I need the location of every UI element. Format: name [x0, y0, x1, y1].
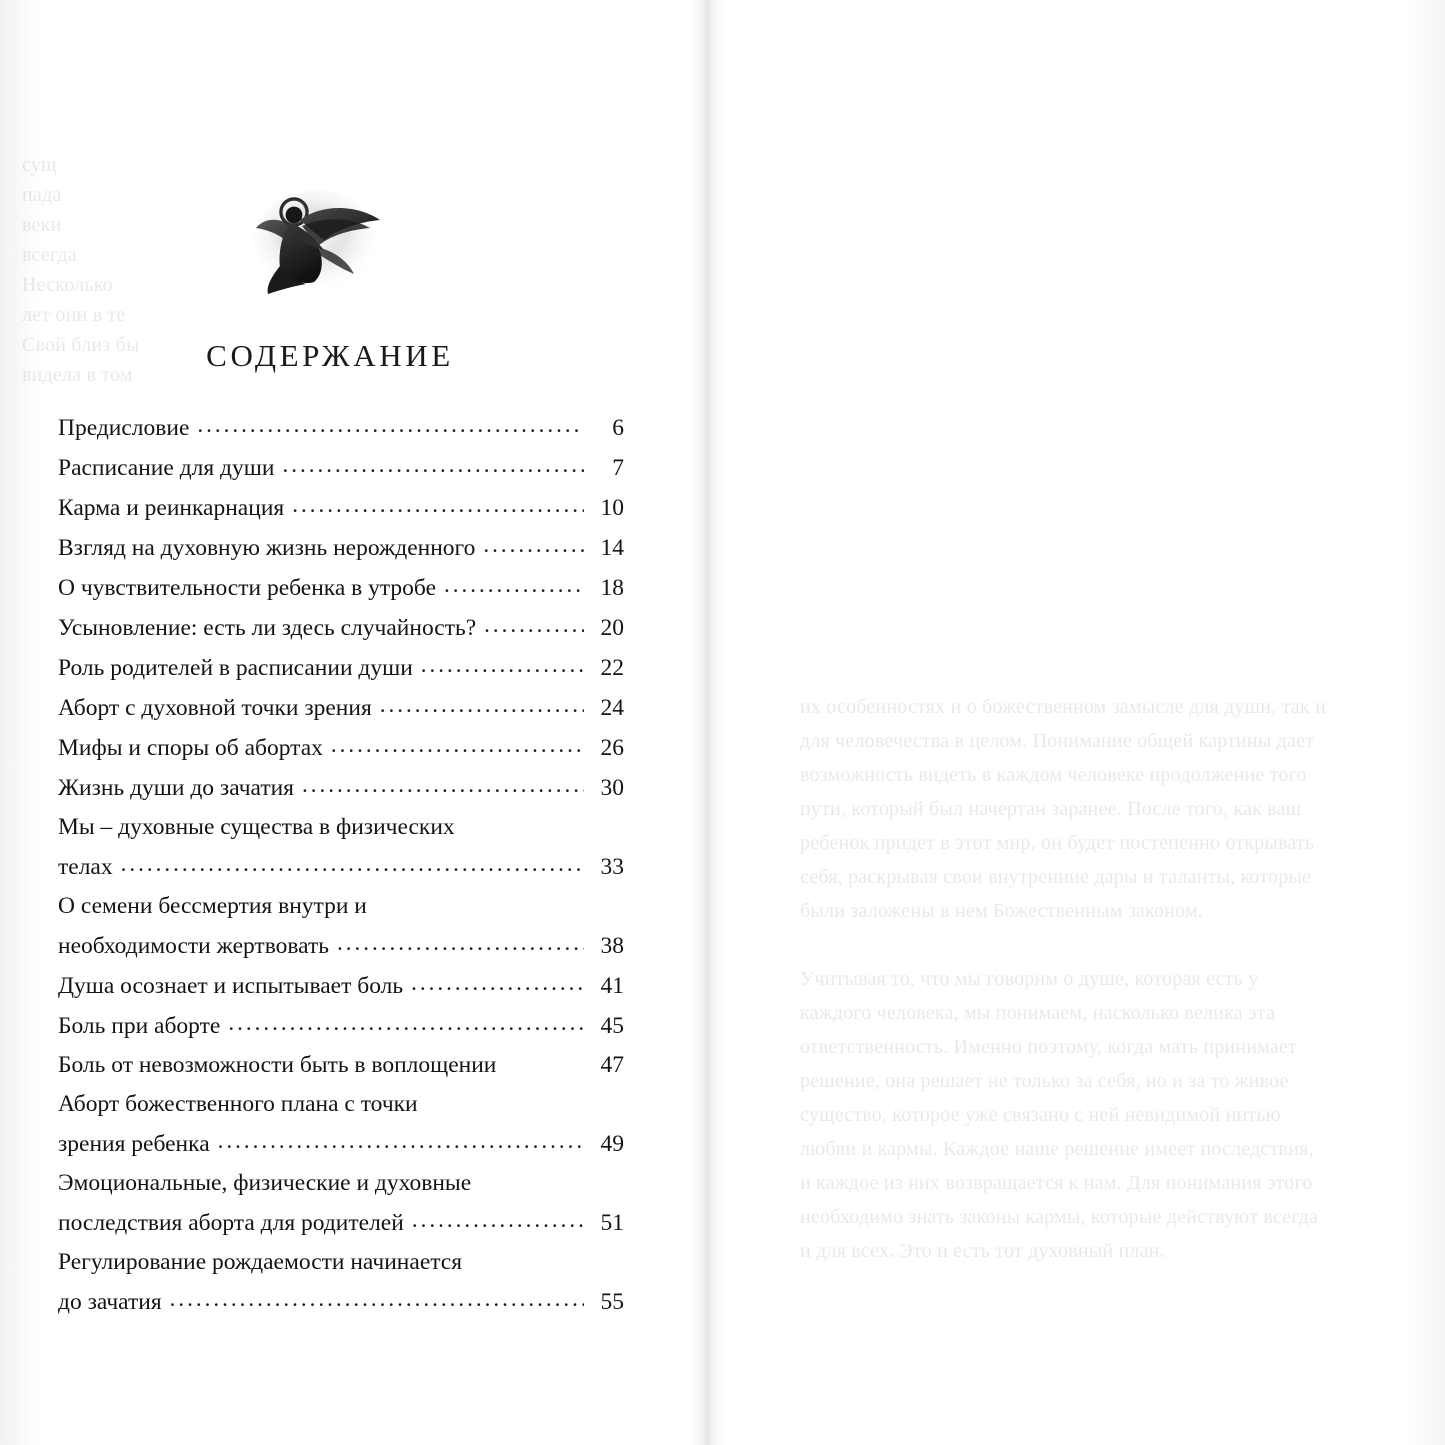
toc-entry[interactable] — [58, 448, 624, 488]
toc-leader-dots — [302, 765, 584, 804]
toc-entry[interactable] — [58, 887, 624, 966]
left-page — [0, 0, 700, 1445]
toc-entry[interactable] — [58, 1006, 624, 1046]
toc-entry-label-continued: последствия аборта для родителей — [58, 1210, 404, 1236]
toc-page-number: 10 — [600, 495, 624, 521]
toc-entry[interactable] — [58, 408, 624, 448]
toc-entry-label: О семени бессмертия внутри и — [58, 893, 367, 919]
toc-entry-label: Регулирование рождаемости начинается — [58, 1249, 463, 1275]
toc-entry-label: Роль родителей в расписании души — [58, 655, 413, 681]
toc-page-number: 7 — [612, 455, 624, 481]
toc-list-left — [58, 408, 624, 1322]
angel-illustration — [228, 182, 408, 312]
toc-page-number: 20 — [600, 615, 624, 641]
toc-page-number: 22 — [600, 655, 624, 681]
toc-entry[interactable] — [58, 688, 624, 728]
show-through-text-left: сущ пада веки всегда Несколько лет они в те Свой близ бы видела в том — [22, 154, 140, 386]
toc-leader-dots — [292, 485, 584, 524]
toc-leader-dots — [444, 565, 584, 604]
toc-leader-dots — [421, 645, 584, 684]
toc-page-number: 14 — [600, 535, 624, 561]
toc-entry-label: Усыновление: есть ли здесь случайность? — [58, 615, 477, 641]
toc-entry-label-continued: необходимости жертвовать — [58, 933, 329, 959]
toc-entry-label: Мифы и споры об абортах — [58, 735, 323, 761]
toc-entry-label: Аборт с духовной точки зрения — [58, 695, 372, 721]
toc-page-number: 18 — [600, 575, 624, 601]
toc-entry[interactable] — [58, 768, 624, 808]
toc-entry[interactable] — [58, 1085, 624, 1164]
toc-page-number: 30 — [600, 775, 624, 801]
toc-leader-dots — [121, 844, 584, 883]
toc-entry-label-continued: зрения ребенка — [58, 1131, 210, 1157]
toc-entry-label: Расписание для души — [58, 455, 275, 481]
toc-page-number: 33 — [600, 854, 624, 880]
toc-leader-dots — [218, 1121, 584, 1160]
toc-page-number: 55 — [600, 1289, 624, 1315]
toc-entry-label: Взгляд на духовную жизнь нерожденного — [58, 535, 476, 561]
toc-entry[interactable] — [58, 528, 624, 568]
toc-leader-dots — [282, 445, 584, 484]
toc-entry[interactable] — [58, 568, 624, 608]
toc-entry-label: Боль от невозможности быть в воплощении — [58, 1052, 497, 1078]
toc-leader-dots — [170, 1279, 584, 1318]
toc-page-number: 26 — [600, 735, 624, 761]
toc-entry-label: Предисловие — [58, 415, 190, 441]
toc-leader-dots — [337, 923, 584, 962]
toc-page-number: 41 — [600, 973, 624, 999]
toc-entry-label-continued: телах — [58, 854, 113, 880]
toc-entry-label: Карма и реинкарнация — [58, 495, 285, 521]
toc-leader-dots — [412, 1200, 584, 1239]
toc-entry[interactable] — [58, 728, 624, 768]
toc-page-number: 45 — [600, 1013, 624, 1039]
toc-page-number: 24 — [600, 695, 624, 721]
toc-entry[interactable] — [58, 608, 624, 648]
toc-leader-dots — [411, 963, 584, 1002]
toc-entry-label: Аборт божественного плана с точки — [58, 1091, 418, 1117]
toc-entry[interactable] — [58, 1046, 624, 1085]
toc-entry-label-continued: до зачатия — [58, 1289, 162, 1315]
toc-entry[interactable] — [58, 1243, 624, 1322]
page-title: СОДЕРЖАНИЕ — [206, 338, 454, 373]
right-page — [724, 0, 1445, 1445]
toc-page-number: 6 — [612, 415, 624, 441]
toc-leader-dots — [484, 605, 584, 644]
toc-page-number: 49 — [600, 1131, 624, 1157]
toc-page-number: 47 — [600, 1052, 624, 1078]
toc-entry[interactable] — [58, 488, 624, 528]
toc-entry[interactable] — [58, 1164, 624, 1243]
toc-entry-label: Боль при аборте — [58, 1013, 221, 1039]
toc-entry-label: О чувствительности ребенка в утробе — [58, 575, 437, 601]
toc-entry-label: Жизнь души до зачатия — [58, 775, 294, 801]
toc-leader-dots — [331, 725, 584, 764]
toc-entry[interactable] — [58, 966, 624, 1006]
show-through-text-right: их особенностях и о божественном замысле для души, так и для человечества в целом. Понимание общей картины дает возможность видеть в каждом человеке продолжение того пути, который был начертан заранее. После того, как ваш ребенок придет в этот мир, он будет постепенно открывать себя, раскрывая свои внутренние дары и таланты, которые были заложены в нем Божественным законом. Учитывая то, что мы говорим о душе, которая есть у каждого человека, мы понимаем, насколько велика эта ответственность. Именно поэтому, когда мать принимает решение, она решает не только за себя, но и за то живое существо, которое уже связано с ней невидимой нитью любви и кармы. Каждое наше решение имеет последствия, и каждое из них возвращается к нам. Для понимания этого необходимо знать законы кармы, которые действуют всегда и для всех. Это и есть тот духовный план. — [800, 696, 1326, 1262]
toc-entry-label: Душа осознает и испытывает боль — [58, 973, 404, 999]
toc-page-number: 38 — [600, 933, 624, 959]
toc-leader-dots — [197, 405, 584, 444]
toc-leader-dots — [228, 1003, 584, 1042]
toc-entry[interactable] — [58, 648, 624, 688]
toc-entry-label: Мы – духовные существа в физических — [58, 814, 455, 840]
toc-leader-dots — [380, 685, 584, 724]
toc-entry[interactable] — [58, 808, 624, 887]
toc-leader-dots — [483, 525, 584, 564]
toc-page-number: 51 — [600, 1210, 624, 1236]
toc-entry-label: Эмоциональные, физические и духовные — [58, 1170, 472, 1196]
